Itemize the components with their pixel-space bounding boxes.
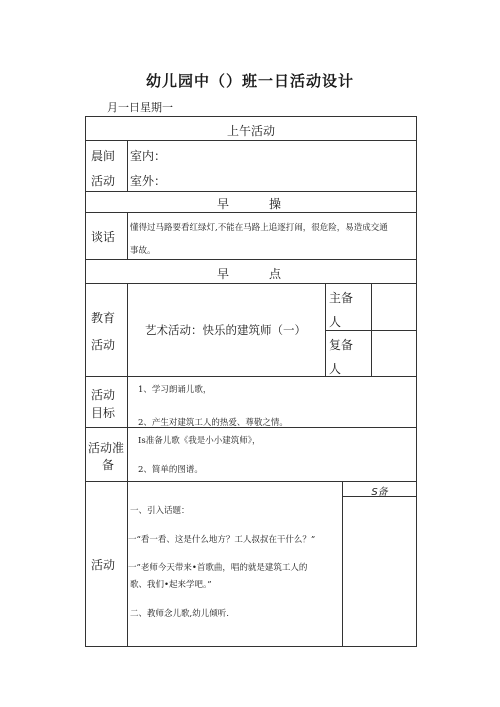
zaocao-cell (85, 191, 417, 213)
chenjian-label-cell (85, 140, 128, 192)
jiaoyu-label-cell (85, 283, 128, 377)
process-label-cell (85, 481, 128, 647)
process-line-2: 一“看一看、这是什么地方？工人叔叔在干什么？” (128, 535, 316, 545)
process-side-notes-cell[interactable] (342, 496, 417, 647)
zhunbei-label-cell (85, 427, 128, 482)
tanhua-text-2: 事故。 (130, 246, 156, 256)
process-line-5: 二、教师念儿歌,幼儿倾听. (130, 609, 229, 619)
process-side-header-cell (342, 481, 417, 497)
main-preparer-label-2: 人 (329, 315, 342, 329)
tanhua-label-cell (85, 212, 128, 260)
zhunbei-item-2: 2、简单的图谱。 (138, 465, 203, 475)
zaocao-char-2: 操 (269, 197, 282, 211)
mubiao-item-2: 2、产生对建筑工人的热爱、尊敬之情。 (138, 418, 288, 428)
morning-header-cell (85, 116, 417, 141)
page-title: 幼儿园中（）班一日活动设计 (145, 72, 354, 90)
re-preparer-label-1: 复备 (329, 338, 354, 352)
chenjian-label-2: 活动 (91, 174, 116, 188)
process-label: 活动 (91, 558, 116, 572)
zhunbei-label-2: 备 (102, 458, 115, 472)
morning-header: 上午活动 (226, 124, 275, 138)
mubiao-content-cell (127, 376, 417, 428)
date-line: 月一日星期一 (107, 101, 173, 114)
jiaoyu-label-1: 教育 (91, 311, 116, 325)
process-line-4: 歌、我们•起来学吧。” (130, 580, 212, 590)
process-line-1: 一、引入话题： (130, 506, 190, 516)
chenjian-content-cell (127, 140, 417, 192)
tanhua-label: 谈话 (91, 230, 116, 244)
re-preparer-label-cell (325, 330, 372, 377)
chenjian-label-1: 晨间 (91, 149, 116, 163)
zhunbei-item-1: Is准备儿歌《我是小小建筑师》， (138, 436, 261, 446)
main-preparer-value-cell[interactable] (371, 283, 417, 331)
zaodian-char-1: 早 (217, 267, 230, 281)
jiaoyu-label-2: 活动 (91, 338, 116, 352)
zhunbei-label-1: 活动准 (88, 441, 125, 455)
re-preparer-value-cell[interactable] (371, 330, 417, 377)
main-preparer-label-1: 主备 (329, 291, 354, 305)
mubiao-label-cell (85, 376, 128, 428)
process-content-cell (127, 481, 343, 647)
zhunbei-content-cell (127, 427, 417, 482)
outdoor-label: 室外： (130, 174, 167, 188)
zaodian-cell (85, 259, 417, 284)
mubiao-item-1: 1、学习朗诵儿歌， (138, 385, 212, 395)
process-line-3: 一”老师今天带来•首歌曲，唱的就是建筑工人的 (128, 563, 308, 573)
tanhua-content-cell (127, 212, 417, 260)
mubiao-label-1: 活动 (91, 388, 116, 402)
re-preparer-label-2: 人 (329, 362, 342, 376)
mubiao-label-2: 目标 (91, 406, 116, 420)
process-side-header: S备 (371, 487, 388, 498)
main-preparer-label-cell (325, 283, 372, 331)
indoor-label: 室内： (130, 149, 167, 163)
zaodian-char-2: 点 (269, 267, 282, 281)
jiaoyu-activity-name: 艺术活动：快乐的建筑师（一） (145, 323, 306, 337)
zaocao-char-1: 早 (217, 197, 230, 211)
jiaoyu-activity-cell (127, 283, 326, 377)
tanhua-text-1: 懂得过马路要看红绿灯,不能在马路上追逐打闹，很危险，易造成交通 (130, 223, 388, 233)
